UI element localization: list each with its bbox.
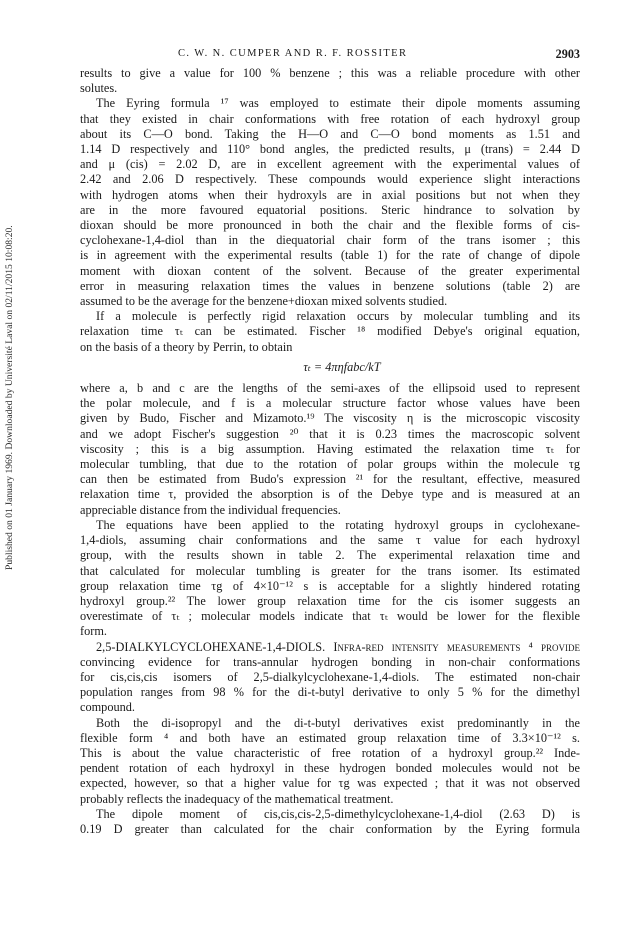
text-line: hydroxyl group.²² The lower group relaxation time for the cis isomer suggests an: [80, 593, 580, 608]
text-line: the polar molecule, and f is a molecular structure factor whose values have been: [80, 396, 580, 411]
text-line: group, with the results shown in table 2. The experimental relaxation time and: [80, 548, 580, 563]
text-line: on the basis of a theory by Perrin, to obtain: [80, 339, 293, 354]
text-line: for cis,cis,cis isomers of 2,5-dialkylcyclohexane-1,4-diols. The estimated non-chair: [80, 669, 580, 684]
text-line: pendent rotation of each hydroxyl in these hydrogen bonded molecules would not be: [80, 761, 580, 776]
text-line: 2,5-DIALKYLCYCLOHEXANE-1,4-DIOLS. Infra-red intensity measurements ⁴ provide: [96, 639, 580, 654]
watermark-text: Published on 01 January 1969. Downloaded by Université Laval on 02/11/2015 10:08:20.: [4, 225, 15, 570]
text-line: form.: [80, 624, 107, 639]
text-line: cyclohexane-1,4-diol than in the diequatorial chair form of the trans isomer ; this: [80, 233, 580, 248]
text-line: that calculated for molecular tumbling is greater for the trans isomer. Its estimated: [80, 563, 580, 578]
download-watermark: [4, 130, 18, 570]
text-line: viscosity ; this is a big assumption. Having estimated the relaxation time τₜ for: [80, 441, 580, 456]
text-line: given by Budo, Fischer and Mizamoto.¹⁹ The viscosity η is the microscopic viscosity: [80, 411, 580, 426]
text-line: convincing evidence for trans-annular hydrogen bonding in non-chair conformations: [80, 654, 580, 669]
text-line: about its C—O bond. Taking the H—O and C—O bond moments as 1.51 and: [80, 126, 580, 141]
text-line: The Eyring formula ¹⁷ was employed to estimate their dipole moments assuming: [96, 96, 580, 111]
text-line: expected, however, so that a higher value for τg was expected ; that it was not observed: [80, 776, 580, 791]
text-line: moment with dioxan content of the solvent. Because of the greater experimental: [80, 263, 580, 278]
text-line: group relaxation time τg of 4×10⁻¹² s is acceptable for a slightly hindered rotating: [80, 578, 580, 593]
text-line: probably reflects the inadequacy of the mathematical treatment.: [80, 791, 394, 806]
text-line: is in agreement with the experimental results (table 1) for the rate of change of dipole: [80, 248, 580, 263]
text-line: results to give a value for 100 % benzene ; this was a reliable procedure with other: [80, 66, 580, 80]
text-line: error in measuring relaxation times the values in benzene solutions (table 2) are: [80, 278, 580, 293]
text-line: relaxation time τₜ can be estimated. Fischer ¹⁸ modified Debye's original equation,: [80, 324, 580, 339]
text-line: and μ (cis) = 2.02 D, are in excellent agreement with the experimental values of: [80, 157, 580, 172]
text-line: 0.19 D greater than calculated for the chair conformation by the Eyring formula: [80, 821, 580, 836]
text-line: are in the more favoured equatorial positions. Steric hindrance to solvation by: [80, 202, 580, 217]
text-line: overestimate of τₜ ; molecular models indicate that τₜ would be lower for the flexible: [80, 609, 580, 624]
text-line: Both the di-isopropyl and the di-t-butyl derivatives exist predominantly in the: [96, 715, 580, 730]
text-line: appreciable distance from the individual frequencies.: [80, 502, 341, 517]
text-line: can then be estimated from Budo's expression ²¹ for the resultant, effective, measured: [80, 472, 580, 487]
running-header: [60, 48, 580, 64]
text-line: that they existed in chair conformations with free rotation of each hydroxyl group: [80, 111, 580, 126]
article-body: [80, 66, 580, 837]
text-line: If a molecule is perfectly rigid relaxation occurs by molecular tumbling and its: [96, 309, 580, 324]
text-line: flexible form ⁴ and both have an estimated group relaxation time of 3.3×10⁻¹² s.: [80, 730, 580, 745]
text-line: 1.14 D respectively and 110° bond angles, the predicted results, μ (trans) = 2.44 D: [80, 142, 580, 157]
text-line: compound.: [80, 700, 135, 715]
text-line: molecular tumbling, that due to the rotation of polar groups within the molecule τg: [80, 457, 580, 472]
header-authors: C. W. N. CUMPER AND R. F. ROSSITER: [178, 48, 408, 59]
text-line: with hydrogen atoms when their hydroxyls are in axial positions but not when they: [80, 187, 580, 202]
text-line: and we adopt Fischer's suggestion ²⁰ that it is 0.23 times the macroscopic solvent: [80, 426, 580, 441]
text-line: dioxan should be more pronounced in both the chair and the flexible forms of cis-: [80, 218, 580, 233]
text-line: assumed to be the average for the benzene+dioxan mixed solvents studied.: [80, 294, 448, 309]
text-line: solutes.: [80, 81, 118, 96]
text-line: 2.42 and 2.06 D respectively. These compounds would experience slight interactions: [80, 172, 580, 187]
text-line: population ranges from 98 % for the di-t-butyl derivative to only 5 % for the dimethyl: [80, 685, 580, 700]
text-line: 1,4-diols, assuming chair conformations and the same τ value for each hydroxyl: [80, 533, 580, 548]
page-number: 2903: [555, 47, 580, 61]
text-line: relaxation time τ, provided the absorption is of the Debye type and is measured at an: [80, 487, 580, 502]
text-line: This is about the value characteristic of free rotation of a hydroxyl group.²² Inde-: [80, 745, 580, 760]
equation: τₜ = 4πηfabc/kT: [303, 359, 381, 374]
text-line: The dipole moment of cis,cis,cis-2,5-dimethylcyclohexane-1,4-diol (2.63 D) is: [96, 806, 580, 821]
text-line: The equations have been applied to the rotating hydroxyl groups in cyclohexane-: [96, 517, 580, 532]
text-line: where a, b and c are the lengths of the semi-axes of the ellipsoid used to represent: [80, 381, 580, 396]
